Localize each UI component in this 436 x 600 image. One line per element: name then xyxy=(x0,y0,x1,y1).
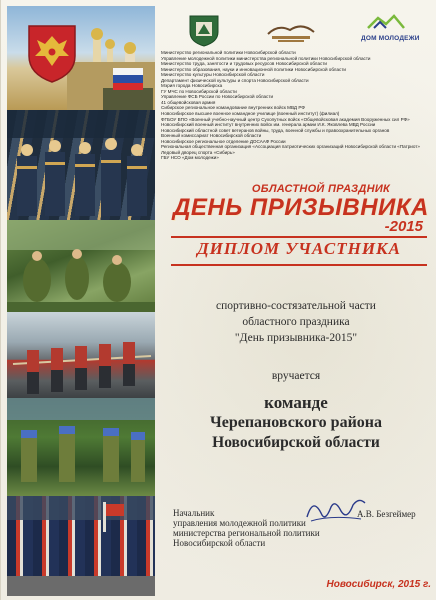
signatory-title-line: министерства региональной политики xyxy=(173,528,320,538)
place-and-date: Новосибирск, 2015 г. xyxy=(326,579,431,590)
photo-paratroopers xyxy=(7,398,155,496)
photo-parade xyxy=(7,496,155,596)
organizer-item: Департамент физической культуры и спорта Новосибирской области xyxy=(161,77,309,83)
recipient-line-1: команде xyxy=(264,393,328,412)
awarded-label: вручается xyxy=(271,370,321,382)
photo-field-exercise xyxy=(7,220,155,312)
organizer-item: Министерство культуры Новосибирской области xyxy=(161,72,265,78)
dom-molodezhi-roof-icon xyxy=(366,14,406,30)
organizer-item: Новосибирский областной совет ветеранов войны, труда, военной службы и правоохранительных органов xyxy=(161,127,390,133)
organizer-item: Мэрия города Новосибирска xyxy=(161,83,223,89)
recipient-line-2: Черепановского района xyxy=(209,414,383,431)
organizer-item: 41 общевойсковая армия xyxy=(161,99,216,105)
organizer-item: Новосибирский военный институт внутренних войск им. генерала армии И.К. Яковлева МВД России xyxy=(161,122,376,128)
organizers-list xyxy=(161,50,431,161)
signatory-title-line: Новосибирской области xyxy=(173,538,266,548)
organizer-item: Военный комиссариат Новосибирской области xyxy=(161,133,262,139)
dom-molodezhi-label: ДОМ МОЛОДЕЖИ xyxy=(361,35,420,42)
event-subtitle: ОБЛАСТНОЙ ПРАЗДНИК xyxy=(251,183,391,195)
diploma-title: ДИПЛОМ УЧАСТНИКА xyxy=(197,239,401,258)
novosibirsk-region-emblem-icon xyxy=(186,12,222,48)
body-line-2: областного праздника xyxy=(242,316,350,328)
event-year: -2015 xyxy=(384,218,423,235)
organizer-item: ФГБОУ ВПО «Военный учебно-научный центр Сухопутных войск «Общевойсковая академия Вооруженных сил РФ» xyxy=(161,116,410,122)
organizer-item: Сибирское региональное командование внутренних войск МВД РФ xyxy=(161,105,305,111)
organizer-item: Министерство региональной политики Новосибирской области xyxy=(161,50,296,55)
organizer-item: Управление ФСБ России по Новосибирской области xyxy=(161,94,274,100)
body-line-3: "День призывника-2015" xyxy=(234,332,358,344)
organizer-item: ГУ МЧС по Новосибирской области xyxy=(161,88,237,94)
body-line-1: спортивно-состязательной части xyxy=(216,300,376,312)
russian-coat-of-arms-icon xyxy=(23,22,81,84)
organizer-item: Региональная общественная организация «Ассоциация патриотических организаций Новосибирской области «Патриот» xyxy=(161,144,420,150)
photo-strip xyxy=(7,6,155,596)
recipient-line-3: Новосибирской области xyxy=(212,434,380,451)
event-title: ДЕНЬ ПРИЗЫВНИКА xyxy=(173,194,429,221)
signatory-title-line: Начальник xyxy=(173,508,215,518)
photo-tug-of-war xyxy=(7,312,155,398)
signatory-title-line: управления молодежной политики xyxy=(173,518,306,528)
organizer-item: Ледовый дворец спорта «Сибирь» xyxy=(161,149,235,155)
organizer-item: Министерство образования, науки и инновационной политики Новосибирской области xyxy=(161,66,346,72)
photo-honor-guard xyxy=(7,110,155,220)
signatory-name: А.В. Безгеймер xyxy=(357,509,416,519)
ministry-handshake-logo-icon xyxy=(264,18,318,44)
organizer-item: Министерство труда, занятости и трудовых ресурсов Новосибирской области xyxy=(161,61,327,67)
dom-molodezhi-logo xyxy=(361,14,420,48)
organizer-item: Новосибирское региональное отделение ДОСААФ России xyxy=(161,138,286,144)
organizer-item: Управление молодежной политики министерства региональной политики Новосибирской области xyxy=(161,55,371,61)
organizer-item: Новосибирское высшее военное командное училище (военный институт) (филиал) xyxy=(161,111,340,117)
russian-flag-icon xyxy=(113,68,143,90)
organizer-item: ГБУ НСО «Дом молодежи» xyxy=(161,155,219,161)
